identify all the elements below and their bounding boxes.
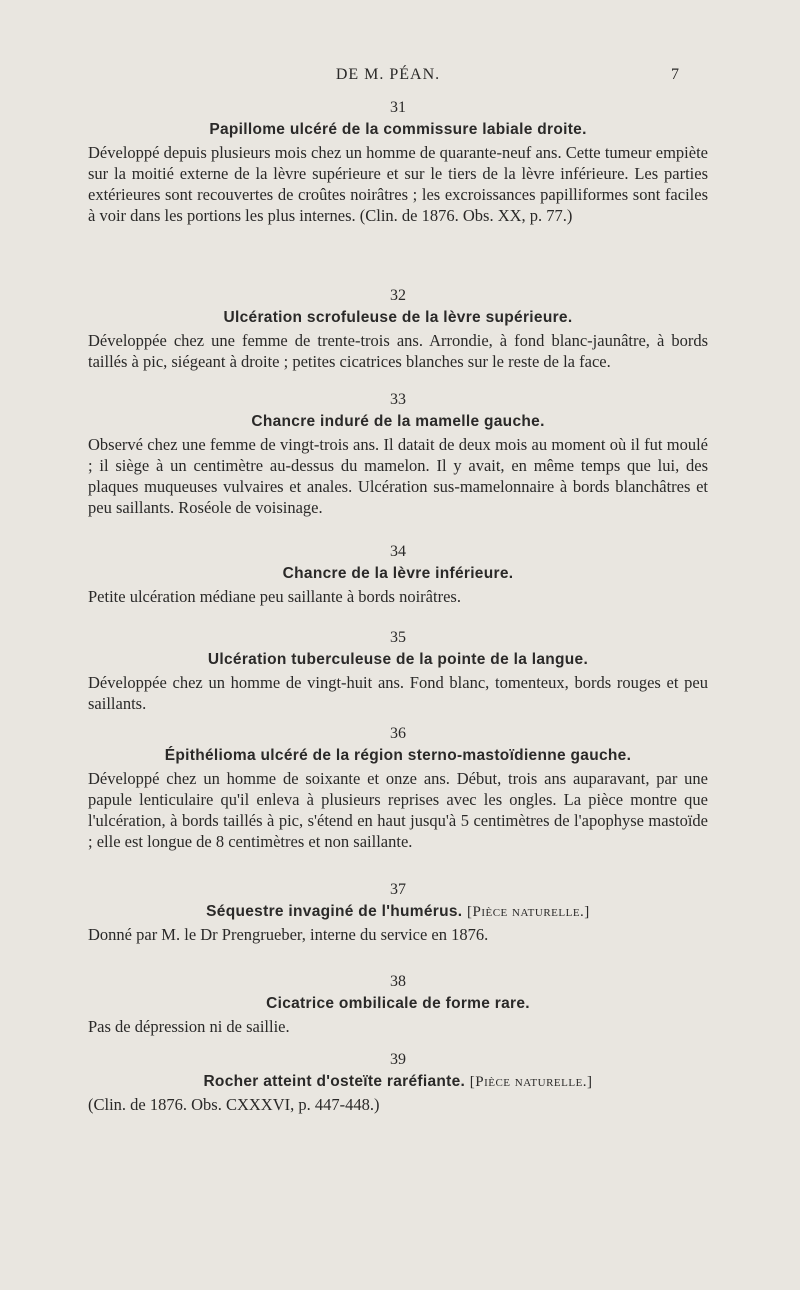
entry-title-text: Séquestre invaginé de l'humérus.: [206, 903, 463, 920]
entry-title-text: Rocher atteint d'osteïte raréfiante.: [203, 1073, 466, 1090]
entry-text: Développée chez un homme de vingt-huit ans. Fond blanc, tomenteux, bords rouges et peu saillants.: [88, 673, 708, 713]
entry-number: 31: [390, 99, 406, 116]
entry-number: 33: [390, 391, 406, 408]
entry-text: Développée chez une femme de trente-trois ans. Arrondie, à fond blanc-jaunâtre, à bords taillés à pic, siégeant à droite ; petites cicatrices blanches sur le reste de la face.: [88, 331, 708, 371]
entry-text: Petite ulcération médiane peu saillante à bords noirâtres.: [88, 587, 461, 606]
entry-35: [88, 628, 708, 714]
page-number: 7: [671, 66, 680, 83]
running-title: DE M. PÉAN.: [335, 66, 441, 83]
entry-number: 37: [390, 881, 406, 898]
entry-note: [Pièce naturelle.]: [466, 904, 590, 920]
entry-38: [88, 972, 708, 1037]
entry-title: Chancre de la lèvre inférieure.: [282, 565, 514, 582]
entry-title: Chancre induré de la mamelle gauche.: [251, 413, 545, 430]
entry-text: (Clin. de 1876. Obs. CXXXVI, p. 447-448.): [88, 1095, 380, 1114]
entry-text: Donné par M. le Dr Prengrueber, interne du service en 1876.: [88, 925, 489, 944]
entry-37: [88, 880, 708, 945]
entry-title: Ulcération scrofuleuse de la lèvre supérieure.: [223, 309, 573, 326]
entry-number: 36: [390, 725, 406, 742]
entry-number: 32: [390, 287, 406, 304]
entry-title: [88, 900, 708, 924]
entry-note: [Pièce naturelle.]: [469, 1074, 593, 1090]
entry-34: [88, 542, 708, 607]
entry-31: [88, 98, 708, 226]
entry-text: Développé depuis plusieurs mois chez un homme de quarante-neuf ans. Cette tumeur empiète sur la moitié externe de la lèvre supérieure et sur le tiers de la lèvre inférieure. Les parties extérieures sont recouvertes de croûtes noirâtres ; les excroissances papilliformes sont faciles à voir dans les portions les plus internes. (Clin. de 1876. Obs. XX, p. 77.): [88, 143, 708, 225]
entry-36: [88, 724, 708, 852]
entry-text: Pas de dépression ni de saillie.: [88, 1017, 290, 1036]
entry-33: [88, 390, 708, 518]
entry-title: Ulcération tuberculeuse de la pointe de la langue.: [207, 651, 589, 668]
entry-number: 35: [390, 629, 406, 646]
entry-title: [88, 1070, 708, 1094]
entry-text: Développé chez un homme de soixante et onze ans. Début, trois ans auparavant, par une papule lenticulaire qu'il enleva à plusieurs reprises avec les ongles. La pièce montre que l'ulcération, à bords taillés à pic, s'étend en haut jusqu'à 5 centimètres de l'apophyse mastoïde ; elle est longue de 8 centimètres et non saillante.: [88, 769, 708, 851]
entry-title: Cicatrice ombilicale de forme rare.: [266, 995, 530, 1012]
page-header: [88, 66, 688, 90]
entry-number: 34: [390, 543, 406, 560]
entry-title: Épithélioma ulcéré de la région sterno-mastoïdienne gauche.: [164, 747, 632, 764]
entry-number: 39: [390, 1051, 406, 1068]
entry-text: Observé chez une femme de vingt-trois ans. Il datait de deux mois au moment où il fut moulé ; il siège à un centimètre au-dessus du mamelon. Il y avait, en même temps que lui, des plaques muqueuses vulvaires et anales. Ulcération sus-mamelonnaire à bords blanchâtres et peu saillants. Roséole de voisinage.: [88, 435, 708, 517]
entry-number: 38: [390, 973, 406, 990]
entry-32: [88, 286, 708, 372]
entry-title: Papillome ulcéré de la commissure labiale droite.: [209, 121, 587, 138]
entry-39: [88, 1050, 708, 1115]
